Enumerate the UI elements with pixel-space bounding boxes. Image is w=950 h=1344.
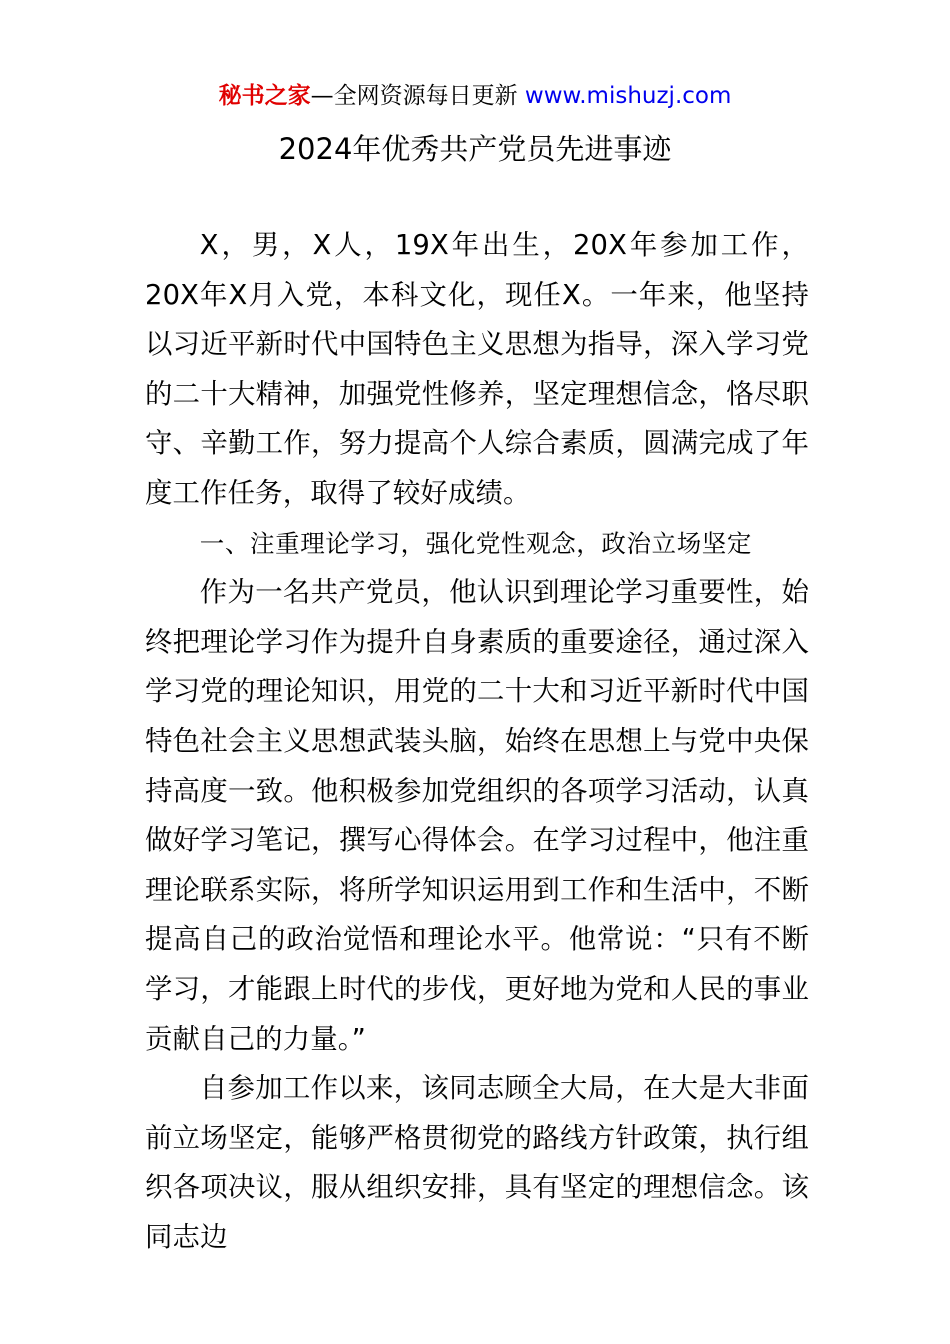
- section-heading: 一、注重理论学习，强化党性观念，政治立场坚定: [199, 528, 752, 558]
- site-tagline: —全网资源每日更新: [310, 83, 525, 109]
- body-paragraph: 作为一名共产党员，他认识到理论学习重要性，始终把理论学习作为提升自身素质的重要途径，通过深入学习党的理论知识，用党的二十大和习近平新时代中国特色社会主义思想武装头脑，始终在思想上与党中央保持高度一致。他积极参加党组织的各项学习活动，认真做好学习笔记，撰写心得体会。在学习过程中，他注重理论联系实际，将所学知识运用到工作和生活中，不断提高自己的政治觉悟和理论水平。他常说：“只有不断学习，才能跟上时代的步伐，更好地为党和人民的事业贡献自己的力量。”: [145, 577, 809, 1055]
- document-body: [145, 221, 809, 1262]
- document-title: 2024年优秀共产党员先进事迹: [278, 132, 672, 166]
- site-header: [0, 80, 950, 112]
- intro-paragraph: X，男，X人，19X年出生，20X年参加工作，20X年X月入党，本科文化，现任X。一年来，他坚持以习近平新时代中国特色主义思想为指导，深入学习党的二十大精神，加强党性修养，坚定理想信念，恪尽职守、辛勤工作，努力提高个人综合素质，圆满完成了年度工作任务，取得了较好成绩。: [145, 230, 809, 509]
- site-url-link[interactable]: www.mishuzj.com: [524, 83, 732, 109]
- body-paragraph: 自参加工作以来，该同志顾全大局，在大是大非面前立场坚定，能够严格贯彻党的路线方针政策，执行组织各项决议，服从组织安排，具有坚定的理想信念。该同志边: [145, 1073, 809, 1253]
- site-brand: 秘书之家: [218, 83, 311, 109]
